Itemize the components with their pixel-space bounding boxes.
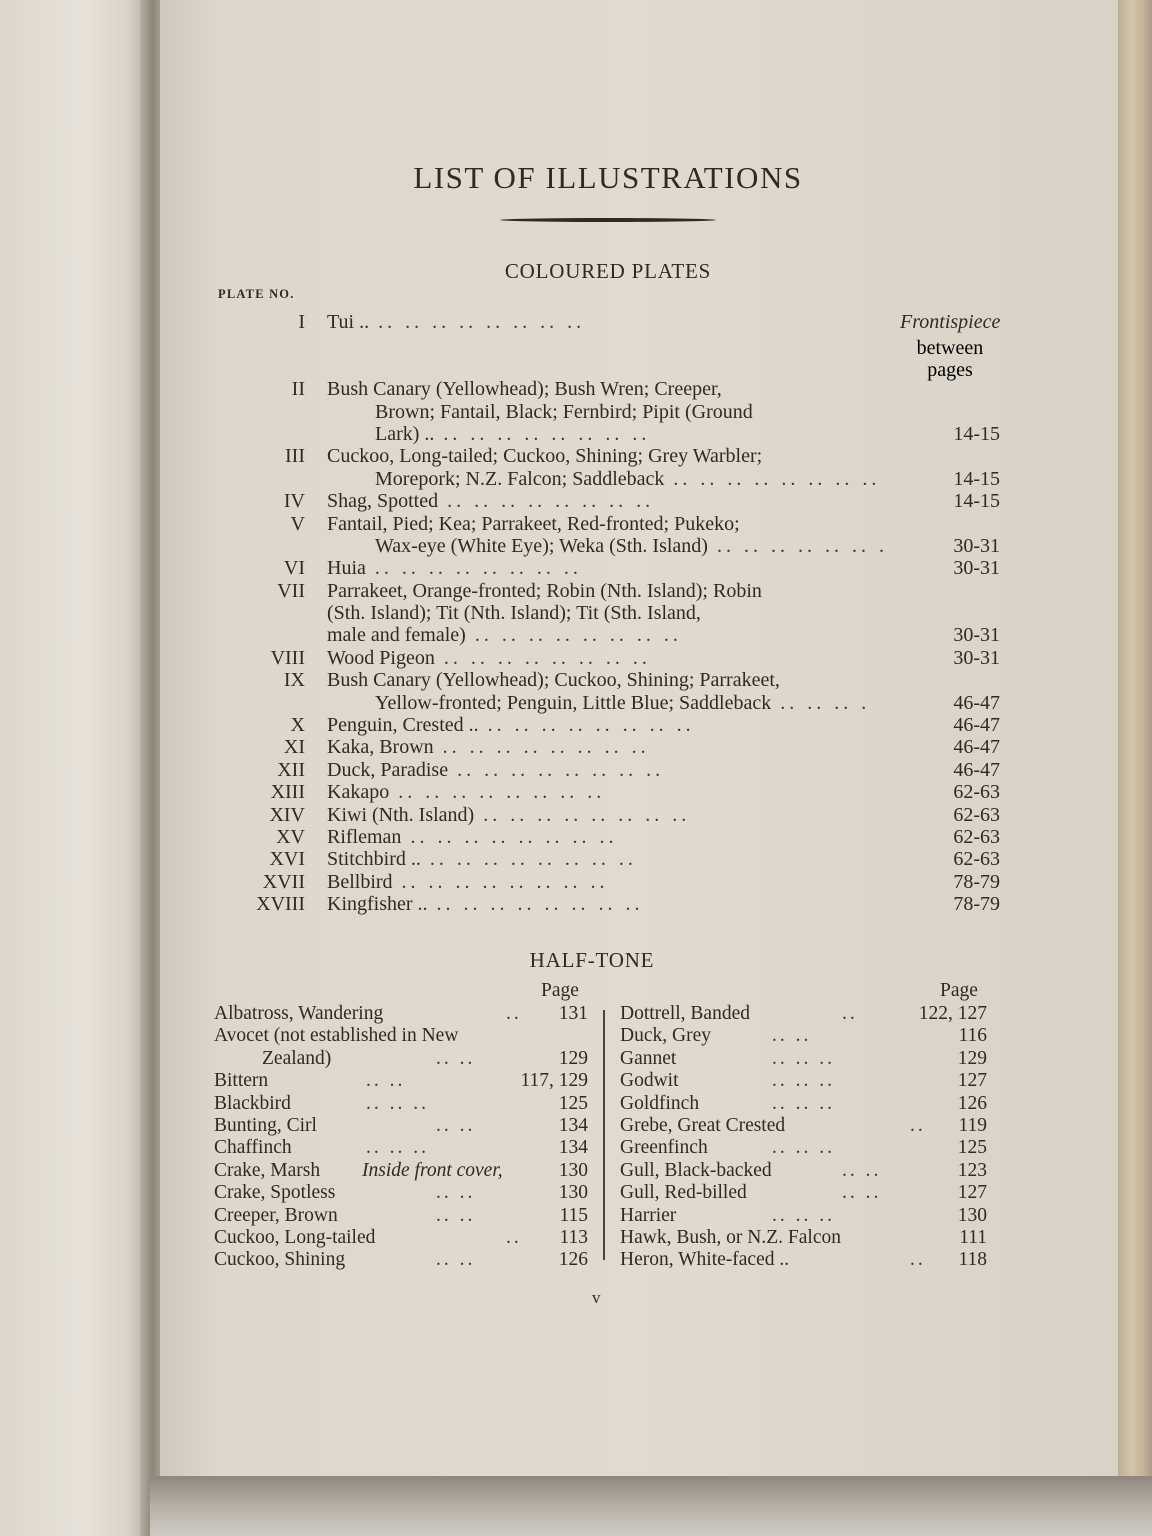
index-entry-label: Dottrell, Banded <box>620 1003 750 1024</box>
plate-page: 62-63 <box>953 781 1000 804</box>
index-entry-page: 130 <box>558 1159 588 1181</box>
plate-caption-line <box>327 580 899 602</box>
plate-caption-line <box>327 423 899 445</box>
page-edge <box>1118 0 1152 1480</box>
index-entry-page: 126 <box>957 1092 987 1114</box>
plate-number: XIV <box>269 803 305 826</box>
index-entry <box>620 1249 987 1271</box>
dot-leader: .. .. .. <box>366 1092 429 1114</box>
index-entry-label: Bittern <box>214 1070 269 1092</box>
plate-number: XVIII <box>256 893 305 916</box>
page-column-label-right: Page <box>940 980 978 1001</box>
index-entry <box>214 1115 588 1137</box>
plate-page: 46-47 <box>953 736 1000 759</box>
index-entry-page: 115 <box>559 1204 588 1226</box>
coloured-plates-list <box>210 311 1010 916</box>
index-entry-label: Hawk, Bush, or N.Z. Falcon <box>620 1226 841 1248</box>
index-entry <box>214 1070 588 1092</box>
dot-leader: .. .. .. .. .. .. .. .. <box>474 803 691 826</box>
index-entry <box>620 1003 987 1025</box>
dot-leader: .. .. .. <box>366 1137 429 1159</box>
index-entry <box>214 1227 588 1249</box>
index-entry-label: Avocet (not established in New <box>214 1025 459 1047</box>
plate-caption-text: Bush Canary (Yellowhead); Cuckoo, Shining; Parrakeet, <box>327 669 780 692</box>
plate-caption-text: Shag, Spotted <box>327 490 439 513</box>
plate-page: 46-47 <box>953 714 1000 737</box>
plate-number: VIII <box>270 646 305 669</box>
plate-caption-line <box>327 669 899 691</box>
index-entry-page: 118 <box>958 1249 987 1271</box>
plate-page: 30-31 <box>953 534 1000 557</box>
dot-leader: .. .. .. .. .. .. .. .. <box>420 848 637 871</box>
plate-page: 14-15 <box>953 467 1000 490</box>
index-entry <box>214 1093 588 1115</box>
index-entry-label: Duck, Grey <box>620 1025 711 1047</box>
dot-leader: .. .. .. .. .. .. .. .. <box>369 311 586 333</box>
index-entry <box>620 1093 987 1115</box>
index-entry-label: Crake, Spotless <box>214 1182 336 1204</box>
index-entry-label: Albatross, Wandering <box>214 1003 384 1024</box>
index-entry-page: 129 <box>558 1047 588 1069</box>
dot-leader: .. .. .. . <box>771 691 871 714</box>
title-rule <box>500 218 716 222</box>
index-entry <box>620 1182 987 1204</box>
plate-row <box>210 513 1010 558</box>
plate-caption-text: Kingfisher .. <box>327 893 428 916</box>
plate-row <box>210 378 1010 445</box>
index-entry-page: 127 <box>957 1070 987 1092</box>
plate-caption-text: Parrakeet, Orange-fronted; Robin (Nth. Island); Robin <box>327 579 762 602</box>
plate-caption-line <box>327 759 899 781</box>
plate-number: XV <box>276 826 305 848</box>
index-entry <box>620 1160 987 1182</box>
index-entry-page: 117, 129 <box>520 1070 588 1092</box>
plate-caption-line <box>327 378 899 400</box>
dot-leader: .. .. <box>842 1182 882 1204</box>
index-entry-page: 113 <box>559 1226 588 1248</box>
plate-caption-line <box>327 736 899 758</box>
plate-number: XII <box>277 758 305 781</box>
plate-number: V <box>290 512 305 535</box>
dot-leader: .. .. <box>436 1114 476 1136</box>
plate-row <box>210 781 1010 803</box>
dot-leader: .. .. .. .. .. .. .. .. <box>434 646 651 669</box>
plate-caption-text: Morepork; N.Z. Falcon; Saddleback <box>375 467 665 490</box>
index-entry <box>214 1048 588 1070</box>
index-entry-page: 130 <box>558 1182 588 1204</box>
index-entry <box>214 1182 588 1204</box>
index-entry <box>620 1115 987 1137</box>
plate-row <box>210 445 1010 490</box>
index-entry-page: 111 <box>959 1226 987 1248</box>
half-tone-left-column <box>214 1003 588 1272</box>
index-entry-label: Gull, Black-backed <box>620 1159 772 1181</box>
dot-leader: .. .. .. .. .. .. .. .. <box>448 758 665 781</box>
index-entry-page: 123 <box>957 1159 987 1181</box>
plate-caption-text: Bellbird <box>327 870 393 893</box>
coloured-plates-heading: COLOURED PLATES <box>504 259 712 283</box>
dot-leader: .. .. .. <box>772 1137 835 1159</box>
plate-page: 62-63 <box>953 848 1000 871</box>
plate-caption-text: Kaka, Brown <box>327 736 434 759</box>
index-entry <box>214 1160 588 1182</box>
index-entry-label: Greenfinch <box>620 1137 708 1159</box>
index-entry-label: Godwit <box>620 1070 679 1092</box>
dot-leader: .. .. <box>436 1249 476 1271</box>
index-entry-label: Gull, Red-billed <box>620 1182 747 1204</box>
dot-leader: .. .. .. .. .. .. . <box>707 534 888 557</box>
index-entry-page: 131 <box>558 1003 588 1024</box>
plate-row <box>210 557 1010 579</box>
plate-number: IV <box>283 490 305 513</box>
dot-leader: .. .. .. .. .. .. .. .. <box>365 557 582 580</box>
plate-page: 62-63 <box>953 803 1000 826</box>
facing-page <box>0 0 150 1536</box>
index-entry-label: Gannet <box>620 1047 677 1069</box>
dot-leader: .. .. .. .. .. .. .. .. <box>478 714 695 737</box>
plate-caption-text: Yellow-fronted; Penguin, Little Blue; Saddleback <box>375 691 772 714</box>
plate-page: 30-31 <box>953 624 1000 647</box>
plate-number: VI <box>283 557 305 580</box>
dot-leader: .. .. .. <box>772 1204 835 1226</box>
half-tone-heading: HALF-TONE <box>529 948 655 972</box>
plate-caption-text: Bush Canary (Yellowhead); Bush Wren; Creeper, <box>327 378 722 401</box>
plate-caption-text: Lark) .. <box>375 422 435 445</box>
plate-row <box>210 759 1010 781</box>
plate-caption-line <box>327 602 899 624</box>
plate-row <box>210 669 1010 714</box>
index-entry-label: Cuckoo, Shining <box>214 1249 346 1271</box>
plate-caption-text: Duck, Paradise <box>327 758 449 781</box>
page-title: LIST OF ILLUSTRATIONS <box>413 160 803 195</box>
index-entry <box>214 1249 588 1271</box>
between-label-line: pages <box>927 359 973 382</box>
plate-caption-line <box>327 826 899 848</box>
plate-caption-line <box>327 445 899 467</box>
table-surface <box>150 1476 1152 1536</box>
plate-number: XIII <box>270 781 305 804</box>
page-column-label-left: Page <box>541 980 579 1001</box>
index-entry-label: Harrier <box>620 1204 677 1226</box>
plate-caption-text: Wood Pigeon <box>327 646 435 669</box>
dot-leader: .. .. <box>366 1070 406 1092</box>
index-entry-label: Bunting, Cirl <box>214 1114 317 1136</box>
plate-caption-text: Tui .. <box>327 311 370 333</box>
index-entry-page: 130 <box>957 1204 987 1226</box>
dot-leader: .. .. <box>436 1204 476 1226</box>
plate-caption-line <box>327 557 899 579</box>
index-entry <box>214 1025 588 1047</box>
index-entry-page: 125 <box>957 1137 987 1159</box>
plate-page: 78-79 <box>953 893 1000 916</box>
dot-leader: .. <box>506 1003 522 1024</box>
plate-caption-line <box>327 513 899 535</box>
plate-number: XVI <box>269 848 305 871</box>
plate-page: 46-47 <box>953 691 1000 714</box>
column-divider <box>603 1010 605 1260</box>
plate-no-label: PLATE NO. <box>218 287 295 301</box>
index-entry-page: 134 <box>558 1114 588 1136</box>
index-entry-page: 125 <box>558 1092 588 1114</box>
index-entry-page: 116 <box>958 1025 987 1047</box>
plate-row <box>210 490 1010 512</box>
index-entry-label: Cuckoo, Long-tailed <box>214 1226 376 1248</box>
index-entry-label: Goldfinch <box>620 1092 700 1114</box>
index-entry <box>620 1070 987 1092</box>
plate-caption-text: Rifleman <box>327 826 402 848</box>
index-entry <box>620 1227 987 1249</box>
plate-page: 30-31 <box>953 646 1000 669</box>
plate-caption-text: Kakapo <box>327 781 390 804</box>
plate-row <box>210 736 1010 758</box>
plate-caption-line <box>327 848 899 870</box>
index-entry-page: 122, 127 <box>918 1003 987 1024</box>
plate-number: XVII <box>262 870 305 893</box>
dot-leader: .. .. .. <box>772 1092 835 1114</box>
plate-page: 78-79 <box>953 870 1000 893</box>
plate-page: 30-31 <box>953 557 1000 580</box>
half-tone-right-column <box>620 1003 987 1272</box>
index-entry-label: Grebe, Great Crested <box>620 1114 786 1136</box>
dot-leader: .. .. .. .. .. .. .. .. <box>392 870 609 893</box>
plate-caption-text: Brown; Fantail, Black; Fernbird; Pipit (Ground <box>375 400 753 423</box>
dot-leader: .. <box>506 1226 522 1248</box>
plate-page: 46-47 <box>953 758 1000 781</box>
index-entry <box>214 1003 588 1025</box>
plate-row <box>210 580 1010 647</box>
index-entry-label: Zealand) <box>262 1047 332 1069</box>
plate-caption-line <box>327 535 899 557</box>
index-entry-page: 134 <box>558 1137 588 1159</box>
dot-leader: .. .. .. .. .. .. .. .. <box>389 781 606 804</box>
plate-row <box>210 804 1010 826</box>
index-entry <box>214 1137 588 1159</box>
dot-leader: .. .. .. <box>772 1070 835 1092</box>
plate-number: III <box>285 445 305 468</box>
index-entry-note: Inside front cover, <box>362 1159 503 1181</box>
dot-leader: .. <box>910 1114 926 1136</box>
dot-leader: .. .. .. <box>772 1047 835 1069</box>
dot-leader: .. .. .. .. .. .. .. .. <box>434 422 651 445</box>
index-entry <box>214 1205 588 1227</box>
plate-page: Frontispiece <box>900 310 1001 333</box>
plate-number: VII <box>277 579 305 602</box>
plate-caption-text: Penguin, Crested .. <box>327 714 479 737</box>
dot-leader: .. .. .. .. .. .. .. .. <box>465 624 682 647</box>
page-number: v <box>592 1288 601 1307</box>
plate-row <box>210 893 1010 915</box>
dot-leader: .. .. <box>436 1182 476 1204</box>
dot-leader: .. .. .. .. .. .. .. .. <box>433 736 650 759</box>
plate-caption-line <box>327 781 899 803</box>
index-entry <box>620 1137 987 1159</box>
dot-leader: .. .. <box>436 1047 476 1069</box>
plate-caption-text: Fantail, Pied; Kea; Parrakeet, Red-fronted; Pukeko; <box>327 512 740 535</box>
plate-caption-line <box>327 871 899 893</box>
dot-leader: .. <box>910 1249 926 1271</box>
plate-caption-text: Kiwi (Nth. Island) <box>327 803 475 826</box>
plate-row <box>210 826 1010 848</box>
plate-number: II <box>291 378 305 401</box>
index-entry-page: 127 <box>957 1182 987 1204</box>
dot-leader: .. .. .. .. .. .. .. .. <box>401 826 618 848</box>
dot-leader: .. .. <box>772 1025 812 1047</box>
plate-caption-line <box>327 714 899 736</box>
plate-caption-line <box>327 401 899 423</box>
plate-number: X <box>290 714 305 737</box>
plate-caption-text: Cuckoo, Long-tailed; Cuckoo, Shining; Grey Warbler; <box>327 445 763 468</box>
index-entry-label: Heron, White-faced .. <box>620 1249 790 1271</box>
between-pages-label <box>905 337 995 382</box>
index-entry-page: 126 <box>558 1249 588 1271</box>
index-entry-page: 129 <box>957 1047 987 1069</box>
index-entry-label: Blackbird <box>214 1092 291 1114</box>
dot-leader: .. .. .. .. .. .. .. .. <box>664 467 881 490</box>
index-entry <box>620 1205 987 1227</box>
plate-caption-line <box>327 468 899 490</box>
dot-leader: .. .. <box>842 1159 882 1181</box>
plate-number: IX <box>283 669 305 692</box>
index-entry-label: Crake, Marsh <box>214 1159 321 1181</box>
index-entry-label: Creeper, Brown <box>214 1204 338 1226</box>
plate-row <box>210 871 1010 893</box>
plate-caption-text: (Sth. Island); Tit (Nth. Island); Tit (Sth. Island, <box>327 602 701 625</box>
plate-page: 14-15 <box>953 422 1000 445</box>
plate-number: XI <box>283 736 305 759</box>
between-label-line: between <box>916 337 984 359</box>
index-entry <box>620 1025 987 1047</box>
index-entry-label: Chaffinch <box>214 1137 292 1159</box>
plate-number: I <box>298 311 305 333</box>
plate-page: 62-63 <box>953 825 1000 848</box>
index-entry-page: 119 <box>958 1114 987 1136</box>
plate-row <box>210 647 1010 669</box>
dot-leader: .. <box>842 1003 858 1024</box>
plate-caption-text: Huia <box>327 557 366 580</box>
plate-caption-line <box>327 311 899 333</box>
plate-caption-line <box>327 490 899 512</box>
plate-caption-text: male and female) <box>327 624 466 647</box>
plate-row <box>210 714 1010 736</box>
plate-caption-text: Stitchbird .. <box>327 848 421 871</box>
plate-caption-line <box>327 893 899 915</box>
plate-caption-line <box>327 624 899 646</box>
plate-row <box>210 848 1010 870</box>
dot-leader: .. .. .. .. .. .. .. .. <box>427 893 644 916</box>
plate-page: 14-15 <box>953 490 1000 513</box>
plate-caption-line <box>327 804 899 826</box>
plate-caption-line <box>327 692 899 714</box>
plate-caption-text: Wax-eye (White Eye); Weka (Sth. Island) <box>375 534 708 557</box>
index-entry <box>620 1048 987 1070</box>
dot-leader: .. .. .. .. .. .. .. .. <box>438 490 655 513</box>
plate-caption-line <box>327 647 899 669</box>
plate-row <box>210 311 1010 333</box>
